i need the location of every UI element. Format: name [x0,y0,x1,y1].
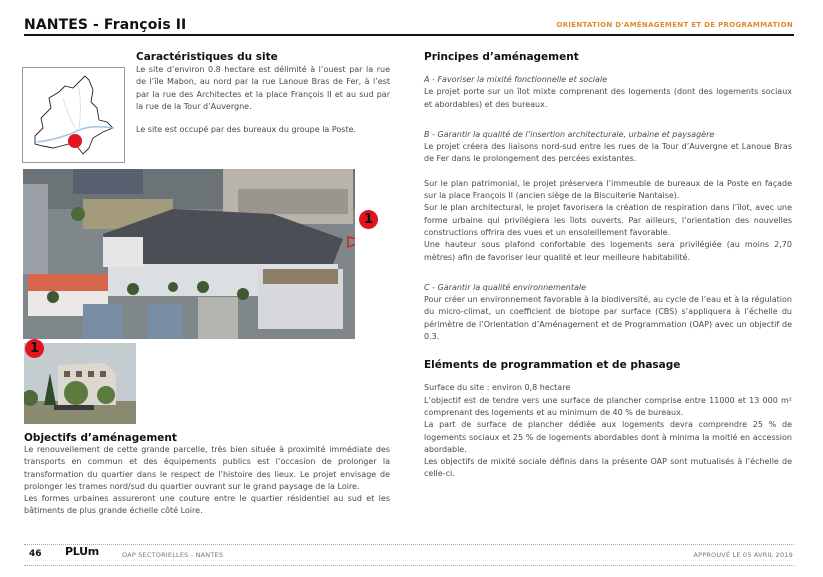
footer-document-label: OAP SECTORIELLES - NANTES [122,551,224,559]
principles-column [424,51,792,481]
location-map [22,67,125,163]
programming-text-2: L’objectif est de tendre vers une surface de plancher comprise entre 11000 et 13 000 m² comprenant des logements et au minimum de 40 % de bureaux. [424,395,792,417]
principle-b-text-2: Sur le plan patrimonial, le projet préservera l’immeuble de bureaux de la Poste en façade sur la place François II (ancien siège de la Biscuiterie Nantaise). [424,178,792,201]
site-characteristics-section [136,51,390,136]
principle-b-text-3: Sur le plan architectural, le projet favorisera la création de respiration dans l’îlot, avec une forme urbaine qui privilégiera les îlots ouverts. Par ailleurs, l’orientation des nouvelles constructions offrira des vues et un ensoleillement favorable. [424,203,792,237]
programming-title: Eléments de programmation et de phasage [424,359,681,372]
programming-text-1: Surface du site : environ 0,8 hectare [424,383,571,393]
objectives-title: Objectifs d’aménagement [24,432,177,444]
principle-c-text: Pour créer un environnement favorable à la biodiversité, au cycle de l’eau et à la régulation du micro-climat, un coefficient de biotope par surface (CBS) s’appliquera à l’échelle du périmètre de l’Orientation d’Aménagement et de Programmation (OAP) avec un objectif de 0.3. [424,295,792,342]
aerial-photo-illustration [23,169,355,339]
viewpoint-badge-street: 1 [25,339,44,358]
principle-a-title: A - Favoriser la mixité fonctionnelle et sociale [424,75,607,84]
principle-b-text-4: Une hauteur sous plafond confortable des logements sera privilégiée (au moins 2,70 mètres) afin de favoriser leur qualité et leur meilleure habitabilité. [424,240,792,262]
principle-a-text: Le projet porte sur un îlot mixte comprenant des logements (dont des logements sociaux et abordables) et des bureaux. [424,87,792,109]
footer-divider-bottom [24,565,794,566]
programming-text-3: La part de surface de plancher dédiée aux logements devra comprendre 25 % de logements sociaux et 25 % de logements abordables dont à minima la moitié en accession abordable. [424,420,792,454]
site-characteristics-title: Caractéristiques du site [136,51,278,63]
section-label: ORIENTATION D'AMÉNAGEMENT ET DE PROGRAMMATION [556,21,793,29]
aerial-photo [23,169,355,339]
principle-c [424,282,792,343]
principle-b-text-1: Le projet créera des liaisons nord-sud entre les rues de la Tour d’Auvergne et Lanoue Bras de Fer dans le prolongement des percées existantes. [424,142,792,164]
site-characteristics-text-1: Le site d’environ 0.8 hectare est délimité à l’ouest par la rue de l’île Mabon, au nord par la rue Lanoue Bras de Fer, à l’est par la rue des Architectes et la place François II et au sud par la rue de la Tour d’Auvergne. [136,65,390,111]
page-title: NANTES - François II [24,17,187,33]
city-outline-icon [23,68,124,162]
principle-c-title: C - Garantir la qualité environnementale [424,282,587,292]
viewpoint-badge-aerial: 1 [359,210,378,229]
footer-approval-date: APPROUVÉ LE 05 AVRIL 2019 [693,551,793,559]
plum-logo: PLUm [65,545,99,558]
principles-title: Principes d’aménagement [424,51,579,63]
principle-b-title: B - Garantir la qualité de l’insertion architecturale, urbaine et paysagère [424,129,715,139]
principle-a [424,74,792,111]
page-number: 46 [29,549,42,559]
objectives-text-1: Le renouvellement de cette grande parcelle, très bien située à proximité immédiate des transports en commun et des équipements publics est l’occasion de prolonger la transformation du quartier dans le respect de l’histoire des lieux. Le projet envisage de prolonger les trames nord/sud du quartier ouvrant sur le grand paysage de la Loire. [24,445,390,491]
objectives-text-2: Les formes urbaines assureront une couture entre le quartier résidentiel au sud et les bâtiments de plus grande échelle côté Loire. [24,494,390,516]
programming-text-4: Les objectifs de mixité sociale définis dans la présente OAP sont mutualisés à l’échelle de celle-ci. [424,457,792,479]
objectives-section [24,432,390,518]
site-characteristics-text-2: Le site est occupé par des bureaux du groupe la Poste. [136,125,357,135]
header-divider [24,34,794,36]
site-marker-icon [68,134,82,148]
footer-divider-top [24,544,794,545]
principle-b [424,129,792,264]
